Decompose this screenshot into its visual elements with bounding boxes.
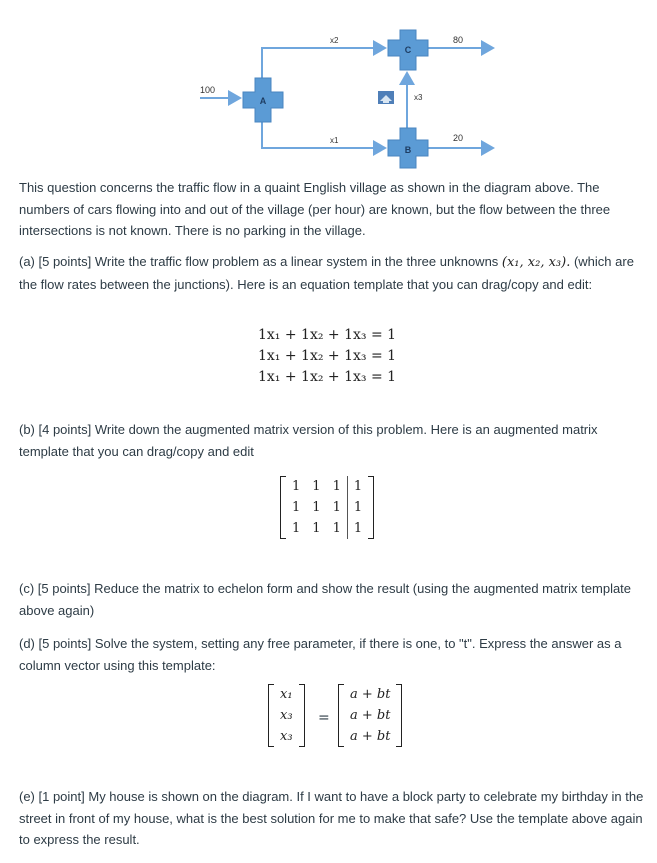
svg-text:A: A — [259, 96, 267, 106]
matrix-row — [286, 518, 368, 539]
matrix-cell: 1 — [312, 521, 321, 536]
rhs-vector — [338, 684, 402, 747]
part-d-paragraph: (d) [5 points] Solve the system, setting any free parameter, if there is one, to "t". Express the answer as a column vector using this template: — [19, 636, 622, 673]
equals-sign: = — [318, 710, 330, 726]
traffic-diagram — [0, 0, 657, 170]
node-c — [388, 30, 428, 70]
label-out-top: 80 — [453, 35, 464, 45]
matrix-cell: 1 — [312, 500, 321, 515]
label-in: 100 — [200, 85, 216, 95]
matrix-cell: 1 — [347, 497, 368, 518]
matrix-cell: 1 — [292, 521, 301, 536]
vector-cell: a + bt — [350, 687, 391, 702]
vector-cell: a + bt — [350, 729, 391, 744]
matrix-cell: 1 — [347, 476, 368, 497]
matrix-row — [286, 476, 368, 497]
vector-cell: x₁ — [280, 687, 293, 702]
part-b-paragraph: (b) [4 points] Write down the augmented matrix version of this problem. Here is an augmented matrix template that you can drag/copy and edit — [19, 422, 598, 459]
equation-row: 1x₁ + 1x₂ + 1x₃ = 1 — [258, 348, 397, 364]
svg-text:B: B — [404, 145, 412, 155]
road-x1 — [262, 120, 385, 148]
part-a-text1: (a) [5 points] Write the traffic flow problem as a linear system in the three unknowns — [19, 254, 502, 269]
label-x3: x3 — [414, 93, 423, 102]
augmented-matrix — [280, 476, 374, 539]
matrix-cell: 1 — [347, 518, 368, 539]
lhs-vector — [268, 684, 305, 747]
equation-row: 1x₁ + 1x₂ + 1x₃ = 1 — [258, 369, 397, 385]
part-a-text2: (which are the flow rates between the junctions). Here is an equation template that you can drag/copy and edit: — [19, 254, 634, 292]
node-a — [243, 78, 283, 122]
label-x1: x1 — [330, 136, 339, 145]
part-e-paragraph: (e) [1 point] My house is shown on the diagram. If I want to have a block party to celebrate my birthday in the street in front of my house, what is the best solution for me to make that safe? Use the template above again to express the result. — [19, 789, 644, 847]
part-a-paragraph — [19, 251, 649, 295]
house-icon — [378, 91, 394, 104]
part-c-paragraph: (c) [5 points] Reduce the matrix to echelon form and show the result (using the augmented matrix template above again) — [19, 581, 632, 618]
equation-template — [258, 325, 396, 388]
road-x2 — [262, 48, 385, 78]
label-out-bottom: 20 — [453, 133, 464, 143]
label-x2: x2 — [330, 36, 339, 45]
svg-text:C: C — [404, 45, 412, 55]
node-b — [388, 128, 428, 168]
vector-cell: a + bt — [350, 708, 391, 723]
part-a-unknowns: (x₁, x₂, x₃). — [501, 255, 571, 270]
matrix-cell: 1 — [332, 521, 341, 536]
vector-cell: x₃ — [280, 729, 293, 744]
matrix-row — [286, 497, 368, 518]
matrix-cell: 1 — [292, 500, 301, 515]
matrix-cell: 1 — [332, 479, 341, 494]
matrix-cell: 1 — [332, 500, 341, 515]
vector-cell: x₃ — [280, 708, 293, 723]
matrix-cell: 1 — [312, 479, 321, 494]
equation-row: 1x₁ + 1x₂ + 1x₃ = 1 — [258, 327, 397, 343]
matrix-cell: 1 — [292, 479, 301, 494]
intro-paragraph: This question concerns the traffic flow in a quaint English village as shown in the diagram above. The numbers of cars flowing into and out of the village (per hour) are known, but the flow between the three intersections is not known. There is no parking in the village. — [19, 180, 611, 238]
